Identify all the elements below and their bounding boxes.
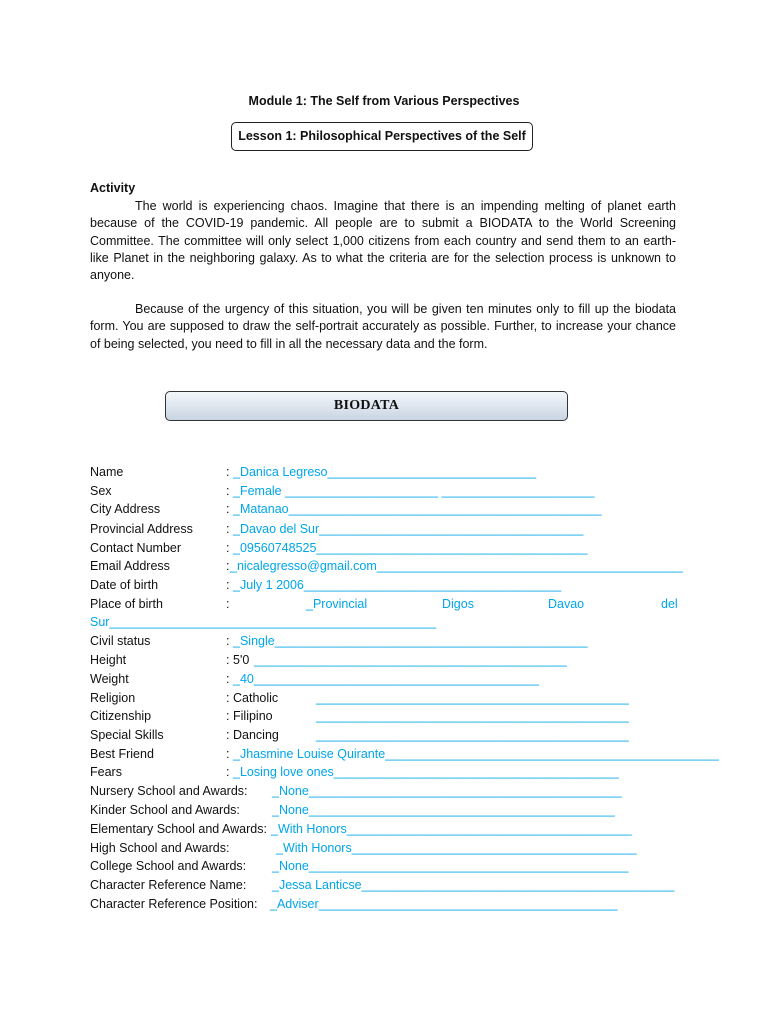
field-label: Special Skills: [90, 728, 164, 742]
field-value[interactable]: _None____________________________________________: [272, 803, 615, 817]
field-value[interactable]: _July 1 2006_____________________________________: [233, 578, 562, 592]
field-colon: :: [226, 559, 230, 573]
field-label: College School and Awards:: [90, 859, 247, 873]
field-label: Height: [90, 653, 127, 667]
field-value[interactable]: _Davao del Sur______________________________________: [233, 522, 584, 536]
field-label: Character Reference Name:: [90, 878, 247, 892]
field-colon: :: [226, 747, 230, 761]
field-value[interactable]: Dancing: [233, 728, 279, 742]
field-colon: :: [226, 465, 230, 479]
lesson-title-box: Lesson 1: Philosophical Perspectives of the Self: [231, 122, 533, 151]
field-colon: :: [226, 765, 230, 779]
field-value[interactable]: Catholic: [233, 691, 279, 705]
field-colon: :: [226, 691, 230, 705]
field-label: Contact Number: [90, 541, 182, 555]
field-label: Fears: [90, 765, 122, 779]
activity-paragraph-2-text: Because of the urgency of this situation, you will be given ten minutes only to fill up the biodata form. You are supposed to draw the self-portrait accurately as possible. Further, to increase your chance of being selected, you need to fill in all the necessary data and the form.: [90, 302, 676, 351]
field-value-part[interactable]: Digos: [442, 597, 474, 611]
activity-paragraph-1-text: The world is experiencing chaos. Imagine that there is an impending melting of planet earth because of the COVID-19 pandemic. All people are to submit a BIODATA to the World Screening Committee. The committee will only select 1,000 citizens from each country and send them to an earth-like Planet in the neighboring galaxy. As to what the criteria are for the selection process is unknown to anyone.: [90, 199, 676, 283]
field-label: City Address: [90, 502, 161, 516]
field-label: Elementary School and Awards:: [90, 822, 267, 836]
field-label: High School and Awards:: [90, 841, 230, 855]
field-colon: :: [226, 502, 230, 516]
field-label: Civil status: [90, 634, 151, 648]
field-label: Character Reference Position:: [90, 897, 258, 911]
field-label: Email Address: [90, 559, 170, 573]
field-value[interactable]: _Jessa Lanticse_____________________________________________: [272, 878, 675, 892]
activity-heading: Activity: [90, 181, 136, 195]
field-value[interactable]: _Matanao_____________________________________________: [233, 502, 602, 516]
field-colon: :: [226, 578, 230, 592]
field-value[interactable]: _Single_____________________________________________: [233, 634, 588, 648]
biodata-title-box: BIODATA: [165, 391, 568, 421]
field-value-part[interactable]: Davao: [548, 597, 585, 611]
field-value[interactable]: _None_____________________________________________: [272, 784, 622, 798]
field-value[interactable]: _Adviser___________________________________________: [270, 897, 618, 911]
field-label: Nursery School and Awards:: [90, 784, 248, 798]
field-colon: :: [226, 597, 230, 611]
field-label: Citizenship: [90, 709, 152, 723]
field-value[interactable]: _Female ______________________ ______________________: [233, 484, 595, 498]
field-underline: _____________________________________________: [316, 709, 629, 723]
field-label: Kinder School and Awards:: [90, 803, 240, 817]
field-value-part[interactable]: _Provincial: [306, 597, 368, 611]
field-label: Religion: [90, 691, 136, 705]
field-value[interactable]: _40_________________________________________: [233, 672, 539, 686]
field-value[interactable]: _With Honors_________________________________________: [276, 841, 637, 855]
activity-paragraph-2: [90, 301, 676, 353]
field-label: Weight: [90, 672, 129, 686]
field-value[interactable]: _Danica Legreso______________________________: [233, 465, 537, 479]
field-value[interactable]: _nicalegresso@gmail.com____________________________________________: [230, 559, 683, 573]
field-colon: :: [226, 484, 230, 498]
field-value[interactable]: 5'0: [233, 653, 250, 667]
field-underline: _____________________________________________: [254, 653, 567, 667]
field-value[interactable]: _Losing love ones_________________________________________: [233, 765, 619, 779]
field-value-part[interactable]: del: [661, 597, 678, 611]
field-colon: :: [226, 522, 230, 536]
field-value[interactable]: _Jhasmine Louise Quirante________________________________________________: [233, 747, 719, 761]
field-colon: :: [226, 728, 230, 742]
field-label: Name: [90, 465, 124, 479]
field-label: Sex: [90, 484, 112, 498]
field-value[interactable]: Filipino: [233, 709, 273, 723]
module-title: Module 1: The Self from Various Perspectives: [248, 94, 520, 108]
field-colon: :: [226, 653, 230, 667]
field-colon: :: [226, 672, 230, 686]
field-underline: _____________________________________________: [316, 691, 629, 705]
field-value[interactable]: _With Honors_________________________________________: [271, 822, 632, 836]
field-underline: _____________________________________________: [316, 728, 629, 742]
field-label: Date of birth: [90, 578, 159, 592]
field-label: Provincial Address: [90, 522, 193, 536]
field-value[interactable]: _None______________________________________________: [272, 859, 629, 873]
field-colon: :: [226, 634, 230, 648]
field-colon: :: [226, 709, 230, 723]
field-value[interactable]: _09560748525_______________________________________: [233, 541, 588, 555]
field-value[interactable]: Sur_______________________________________________: [90, 615, 437, 629]
field-label: Best Friend: [90, 747, 154, 761]
field-colon: :: [226, 541, 230, 555]
field-label: Place of birth: [90, 597, 163, 611]
activity-paragraph-1: [90, 198, 676, 284]
